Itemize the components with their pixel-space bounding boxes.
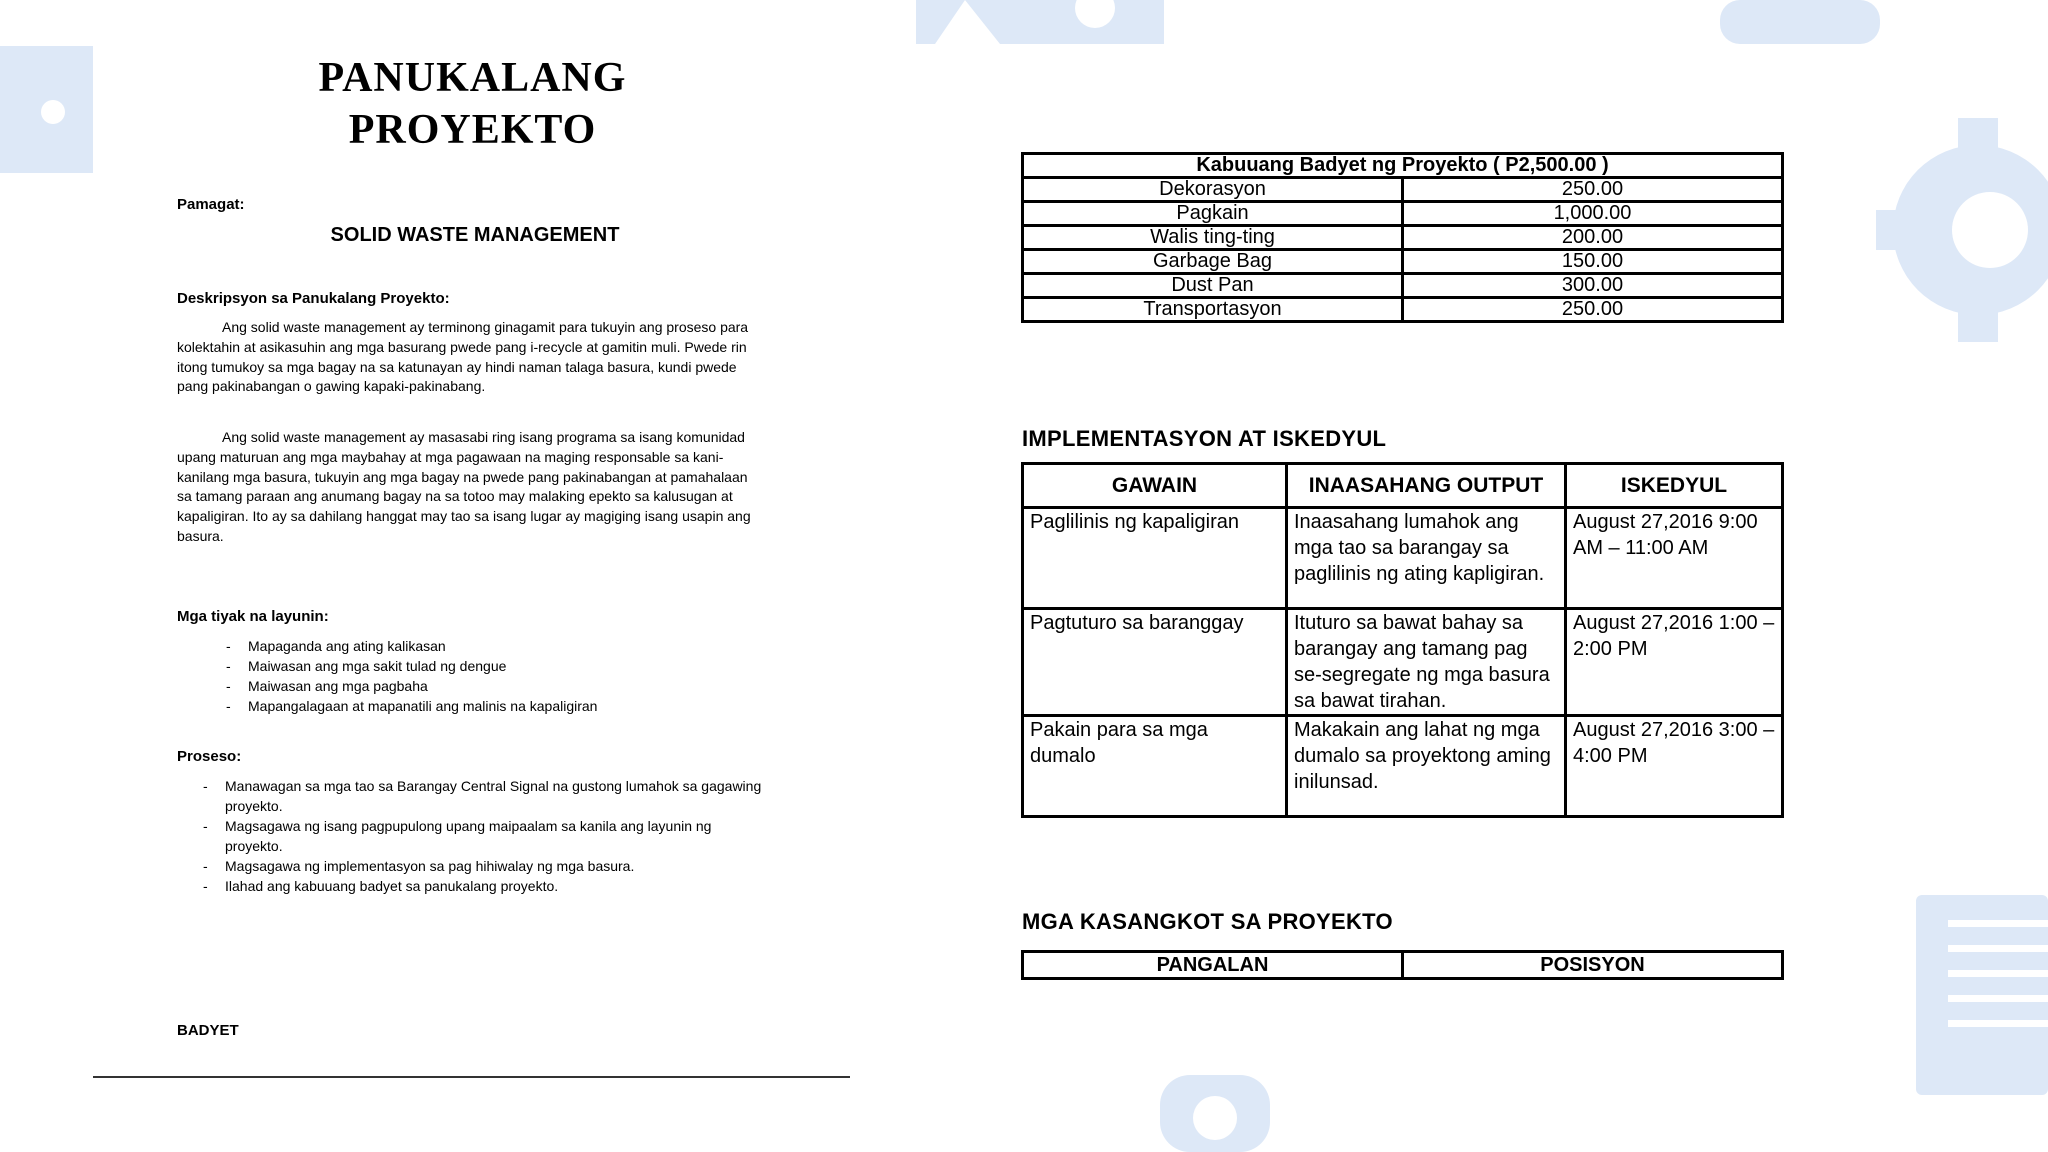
gawain-cell: Pagtuturo sa baranggay	[1023, 609, 1287, 716]
page-divider	[93, 1076, 850, 1078]
budget-amount: 150.00	[1403, 250, 1783, 274]
proseso-label: Proseso:	[177, 748, 242, 765]
document-title-line2: PROYEKTO	[348, 107, 597, 153]
layunin-list	[226, 636, 766, 716]
table-row	[1023, 716, 1783, 817]
budget-table	[1021, 152, 1784, 323]
deskripsyon-label: Deskripsyon sa Panukalang Proyekto:	[177, 290, 450, 307]
column-header: GAWAIN	[1023, 464, 1287, 508]
list-item: - Magsagawa ng isang pagpupulong upang maipaalam sa kanila ang layunin ng proyekto.	[203, 816, 763, 856]
output-cell: Ituturo sa bawat bahay sa barangay ang tamang pag se-segregate ng mga basura sa bawat tirahan.	[1287, 609, 1566, 716]
output-cell: Makakain ang lahat ng mga dumalo sa proyektong aming inilunsad.	[1287, 716, 1566, 817]
budget-amount: 1,000.00	[1403, 202, 1783, 226]
schedule-table	[1021, 462, 1784, 818]
gawain-cell: Pakain para sa mga dumalo	[1023, 716, 1287, 817]
budget-amount: 300.00	[1403, 274, 1783, 298]
budget-item: Transportasyon	[1023, 298, 1403, 322]
budget-item: Walis ting-ting	[1023, 226, 1403, 250]
document-title-line1: PANUKALANG	[318, 55, 627, 101]
list-item: - Maiwasan ang mga pagbaha	[226, 676, 766, 696]
description-paragraph-1: Ang solid waste management ay terminong ginagamit para tukuyin ang proseso para kolektahin at asikasuhin ang mga basurang pwede pang i-recycle at gamitin muli. Pwede rin itong tumukoy sa mga bagay na sa katunayan ay hindi naman talaga basura, kundi pwede pang pakinabangan o gawing kapaki-pakinabang.	[177, 319, 749, 395]
column-header: INAASAHANG OUTPUT	[1287, 464, 1566, 508]
list-item: - Manawagan sa mga tao sa Barangay Central Signal na gustong lumahok sa gagawing proyekto.	[203, 776, 763, 816]
pamagat-label: Pamagat:	[177, 196, 245, 213]
budget-item: Pagkain	[1023, 202, 1403, 226]
description-paragraph-2: Ang solid waste management ay masasabi ring isang programa sa isang komunidad upang maturuan ang mga maybahay at mga pagawaan na maging responsable sa kani-kanilang mga basura, tukuyin ang mga bagay na pwede pang pakinabangan at pamahalaan sa tamang paraan ang anumang bagay na sa totoo may malaking epekto sa kalusugan at kapaligiran. Ito ay sa dahilang hanggat may tao sa isang lugar ay magiging isang usapin ang basura.	[177, 429, 751, 544]
proseso-list	[203, 776, 763, 896]
schedule-heading: IMPLEMENTASYON AT ISKEDYUL	[1022, 426, 1387, 451]
people-table	[1021, 950, 1784, 980]
budget-item: Garbage Bag	[1023, 250, 1403, 274]
list-item: - Magsagawa ng implementasyon sa pag hihiwalay ng mga basura.	[203, 856, 763, 876]
list-item: - Ilahad ang kabuuang badyet sa panukalang proyekto.	[203, 876, 763, 896]
table-row	[1023, 508, 1783, 609]
people-heading: MGA KASANGKOT SA PROYEKTO	[1022, 909, 1393, 934]
output-cell: Inaasahang lumahok ang mga tao sa barangay sa paglilinis ng ating kapligiran.	[1287, 508, 1566, 609]
list-item: - Mapaganda ang ating kalikasan	[226, 636, 766, 656]
table-row	[1023, 250, 1783, 274]
badyet-label: BADYET	[177, 1022, 239, 1039]
table-row	[1023, 274, 1783, 298]
gawain-cell: Paglilinis ng kapaligiran	[1023, 508, 1287, 609]
list-item: - Maiwasan ang mga sakit tulad ng dengue	[226, 656, 766, 676]
column-header: PANGALAN	[1023, 952, 1403, 979]
budget-amount: 200.00	[1403, 226, 1783, 250]
column-header: POSISYON	[1403, 952, 1783, 979]
layunin-label: Mga tiyak na layunin:	[177, 608, 329, 625]
document-page-left	[95, 42, 850, 1077]
budget-amount: 250.00	[1403, 178, 1783, 202]
iskedyul-cell: August 27,2016 9:00 AM – 11:00 AM	[1566, 508, 1783, 609]
column-header: ISKEDYUL	[1566, 464, 1783, 508]
budget-item: Dust Pan	[1023, 274, 1403, 298]
project-title: SOLID WASTE MANAGEMENT	[330, 224, 620, 246]
iskedyul-cell: August 27,2016 1:00 – 2:00 PM	[1566, 609, 1783, 716]
iskedyul-cell: August 27,2016 3:00 – 4:00 PM	[1566, 716, 1783, 817]
budget-header: Kabuuang Badyet ng Proyekto ( P2,500.00 )	[1023, 154, 1783, 178]
budget-item: Dekorasyon	[1023, 178, 1403, 202]
table-row	[1023, 202, 1783, 226]
table-row	[1023, 226, 1783, 250]
list-item: - Mapangalagaan at mapanatili ang malinis na kapaligiran	[226, 696, 766, 716]
table-row	[1023, 178, 1783, 202]
budget-amount: 250.00	[1403, 298, 1783, 322]
table-row	[1023, 609, 1783, 716]
table-row	[1023, 298, 1783, 322]
